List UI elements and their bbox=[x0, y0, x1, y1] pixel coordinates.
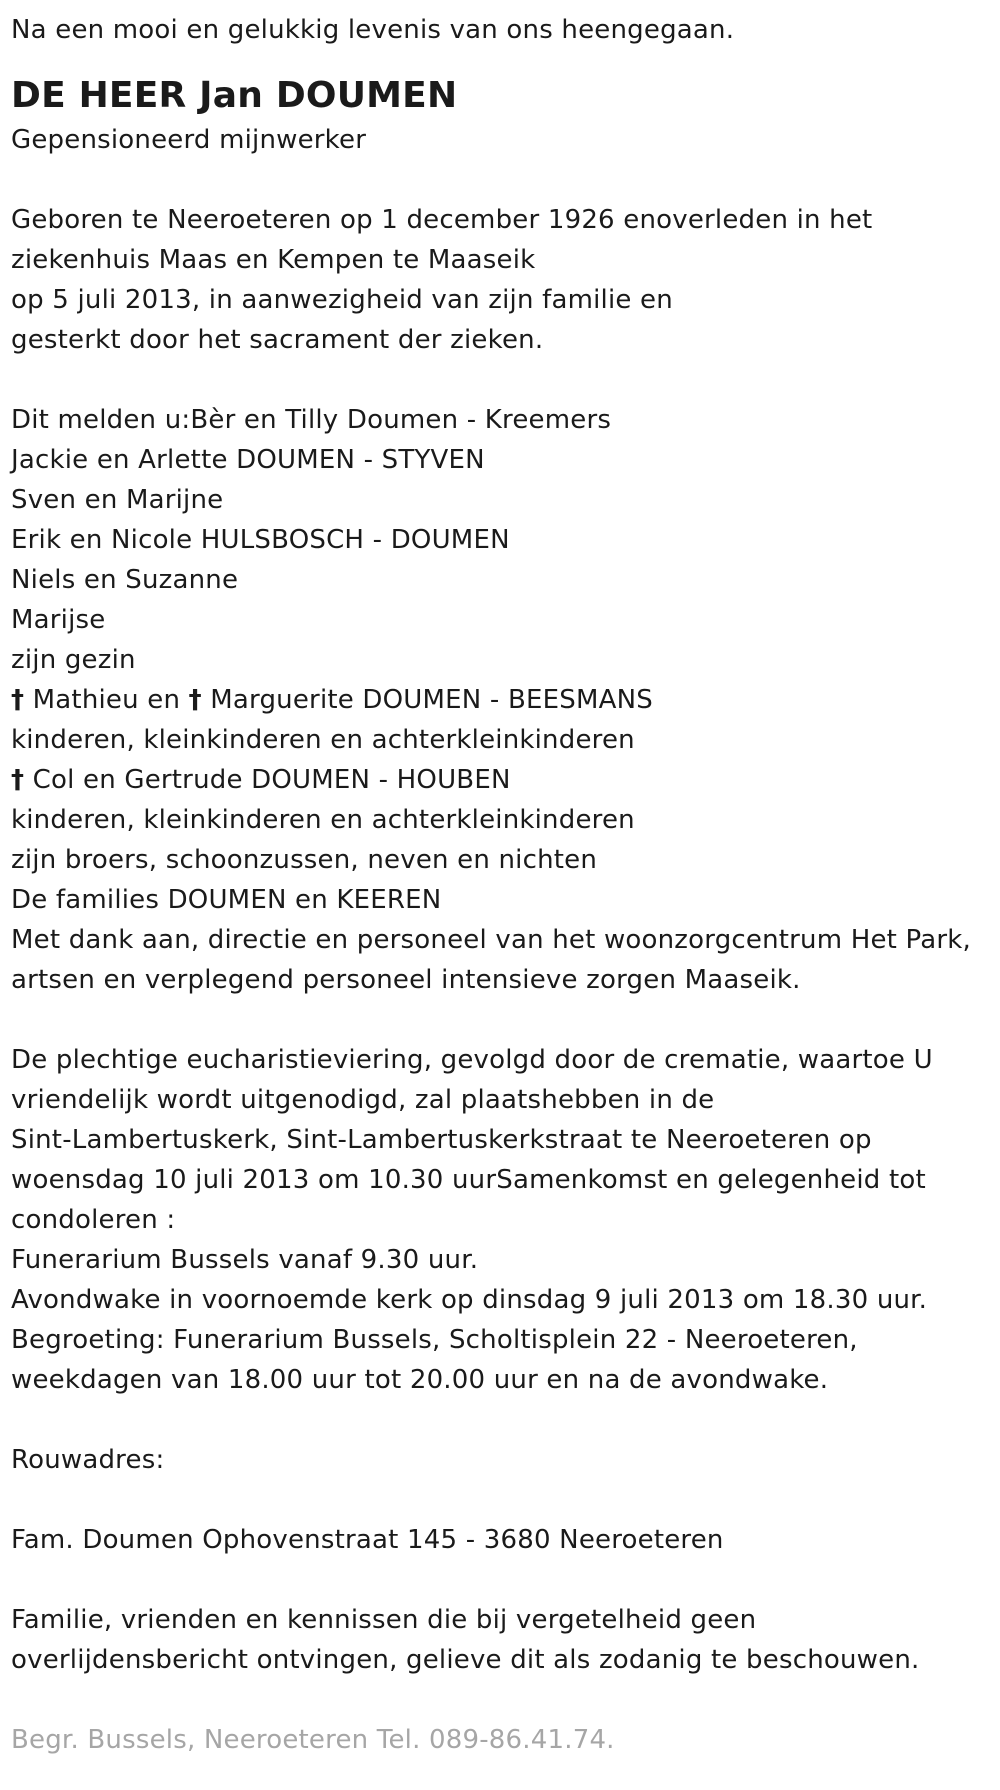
ceremony-paragraph bbox=[11, 1040, 1000, 1400]
ceremony-line: vriendelijk wordt uitgenodigd, zal plaatshebben in de bbox=[11, 1085, 715, 1115]
family-line: kinderen, kleinkinderen en achterkleinkinderen bbox=[11, 725, 635, 755]
birth-death-line: ziekenhuis Maas en Kempen te Maaseik bbox=[11, 245, 536, 275]
spacer bbox=[11, 360, 1000, 400]
cross-icon: † bbox=[11, 685, 25, 715]
thanks-line: artsen en verplegend personeel intensieve zorgen Maaseik. bbox=[11, 965, 801, 995]
birth-death-line: op 5 juli 2013, in aanwezigheid van zijn familie en bbox=[11, 285, 673, 315]
spacer bbox=[11, 1680, 1000, 1720]
spacer bbox=[11, 1000, 1000, 1040]
family-line: Sven en Marijne bbox=[11, 485, 224, 515]
cross-icon: † bbox=[11, 765, 25, 795]
family-line: De families DOUMEN en KEEREN bbox=[11, 885, 442, 915]
family-line: zijn broers, schoonzussen, neven en nichten bbox=[11, 845, 598, 875]
family-line: Niels en Suzanne bbox=[11, 565, 239, 595]
ceremony-line: weekdagen van 18.00 uur tot 20.00 uur en na de avondwake. bbox=[11, 1365, 829, 1395]
funeral-home-footer: Begr. Bussels, Neeroeteren Tel. 089-86.41.74. bbox=[11, 1725, 615, 1755]
ceremony-line: woensdag 10 juli 2013 om 10.30 uurSamenkomst en gelegenheid tot bbox=[11, 1165, 926, 1195]
family-list bbox=[11, 400, 1000, 1000]
ceremony-line: Sint-Lambertuskerk, Sint-Lambertuskerkstraat te Neeroeteren op bbox=[11, 1125, 872, 1155]
spacer bbox=[11, 1400, 1000, 1440]
occupation: Gepensioneerd mijnwerker bbox=[11, 125, 367, 155]
family-text: Mathieu en bbox=[24, 685, 189, 715]
ceremony-line: De plechtige eucharistieviering, gevolgd door de crematie, waartoe U bbox=[11, 1045, 933, 1075]
family-line: Erik en Nicole HULSBOSCH - DOUMEN bbox=[11, 525, 510, 555]
spacer bbox=[11, 1480, 1000, 1520]
spacer bbox=[11, 50, 1000, 72]
intro-text: Na een mooi en gelukkig levenis van ons heengegaan. bbox=[11, 15, 735, 45]
family-line-deceased bbox=[11, 760, 1000, 800]
ceremony-line: Funerarium Bussels vanaf 9.30 uur. bbox=[11, 1245, 479, 1275]
closing-line: overlijdensbericht ontvingen, gelieve dit als zodanig te beschouwen. bbox=[11, 1645, 920, 1675]
ceremony-line: Begroeting: Funerarium Bussels, Scholtisplein 22 - Neeroeteren, bbox=[11, 1325, 858, 1355]
ceremony-line: condoleren : bbox=[11, 1205, 176, 1235]
thanks-line: Met dank aan, directie en personeel van het woonzorgcentrum Het Park, bbox=[11, 925, 971, 955]
family-line: Marijse bbox=[11, 605, 106, 635]
family-line: kinderen, kleinkinderen en achterkleinkinderen bbox=[11, 805, 635, 835]
closing-line: Familie, vrienden en kennissen die bij vergetelheid geen bbox=[11, 1605, 757, 1635]
birth-death-line: Geboren te Neeroeteren op 1 december 1926 enoverleden in het bbox=[11, 205, 873, 235]
family-text: Col en Gertrude DOUMEN - HOUBEN bbox=[24, 765, 511, 795]
cross-icon: † bbox=[188, 685, 202, 715]
mourning-address: Fam. Doumen Ophovenstraat 145 - 3680 Neeroeteren bbox=[11, 1525, 724, 1555]
birth-death-line: gesterkt door het sacrament der zieken. bbox=[11, 325, 544, 355]
family-line: zijn gezin bbox=[11, 645, 136, 675]
family-text: Marguerite DOUMEN - BEESMANS bbox=[201, 685, 653, 715]
family-line: Dit melden u:Bèr en Tilly Doumen - Kreemers bbox=[11, 405, 612, 435]
deceased-name: DE HEER Jan DOUMEN bbox=[11, 75, 458, 116]
family-line: Jackie en Arlette DOUMEN - STYVEN bbox=[11, 445, 485, 475]
spacer bbox=[11, 1560, 1000, 1600]
address-label: Rouwadres: bbox=[11, 1445, 165, 1475]
closing-paragraph bbox=[11, 1600, 1000, 1680]
spacer bbox=[11, 160, 1000, 200]
birth-death-paragraph bbox=[11, 200, 1000, 360]
family-line-deceased bbox=[11, 680, 1000, 720]
ceremony-line: Avondwake in voornoemde kerk op dinsdag 9 juli 2013 om 18.30 uur. bbox=[11, 1285, 928, 1315]
